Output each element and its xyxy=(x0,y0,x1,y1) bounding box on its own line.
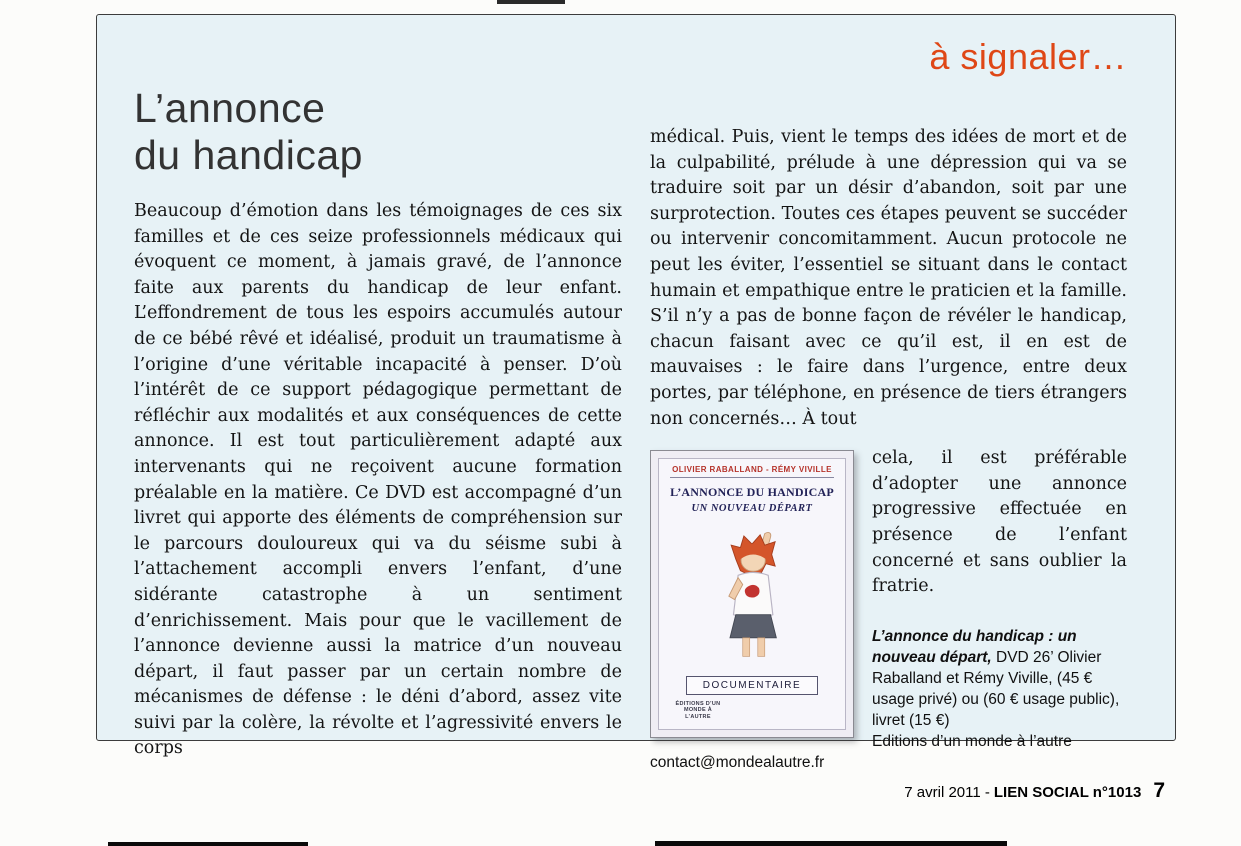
left-column-paragraph: Beaucoup d’émotion dans les témoignages de ces six familles et de ces seize professionnels médicaux qui évoquent ce moment, à jamais gravé, de l’annonce faite aux parents du handicap de leur enfant. L’effondrement de tous les espoirs accumulés autour de ce bébé rêvé et idéalisé, produit un traumatisme à l’origine d’une véritable incapacité à penser. D’où l’intérêt de ce support pédagogique permettant de réfléchir aux modalités et aux conséquences de cette annonce. Il est tout particulièrement adapté aux intervenants qui ne reçoivent aucune formation préalable en la matière. Ce DVD est accompagné d’un livret qui apporte des éléments de compréhension sur le parcours douloureux qui va du séisme subi à l’attachement accompli envers l’enfant, d’une sidérante catastrophe à un sentiment d’enrichissement. Mais pour que le vacillement de l’annonce devienne aussi la matrice d’un nouveau départ, il faut passer par un certain nombre de mécanismes de défense : le déni d’abord, assez vite suivi par la colère, la révolte et l’agressivité envers le corps xyxy=(134,201,622,759)
scan-edge-artifact-top xyxy=(497,0,565,4)
scan-edge-artifact-bottom-left xyxy=(108,842,308,846)
article-title-line-2: du handicap xyxy=(134,132,363,178)
right-column-paragraph-wrapped: cela, il est préférable d’adopter une annonce progressive effectuée en présence de l’enfant concerné et sans oublier la fratrie. xyxy=(871,448,1127,597)
footer-magazine-title: LIEN SOCIAL n°1013 xyxy=(993,784,1142,801)
dvd-cover xyxy=(650,450,854,738)
dvd-cover-authors: OLIVIER RABALLAND - RÉMY VIVILLE xyxy=(670,465,834,478)
caption-title: L’annonce du handicap : un nouveau départ, xyxy=(871,627,1077,666)
caption-details: DVD 26’ Olivier Raballand et Rémy Viville, (45 € usage privé) ou (60 € usage public), livret (15 €) xyxy=(871,648,1120,729)
article-content-box xyxy=(96,14,1176,771)
caption-publisher-line: Editions d’un monde à l’autre xyxy=(871,732,1072,750)
caption-email: contact@mondealautre.fr xyxy=(649,753,825,771)
article-title-line-1: L’annonce xyxy=(134,85,326,131)
right-column-paragraph-top: médical. Puis, vient le temps des idées de mort et de la culpabilité, prélude à une dépression qui va se traduire soit par un désir d’abandon, soit par une surprotection. Toutes ces étapes peuvent se succéder ou intervenir concomitamment. Aucun protocole ne peut les éviter, l’essentiel se situant dans le contact humain et empathique entre le praticien et la famille. S’il n’y a pas de bonne façon de révéler le handicap, chacun faisant avec ce qu’il est, il en est de mauvaises : le faire dans l’urgence, entre deux portes, par téléphone, en présence de tiers étrangers non concernés… À tout xyxy=(649,127,1127,429)
footer-date: 7 avril 2011 - xyxy=(904,784,990,801)
cover-and-caption-area xyxy=(650,446,1127,773)
article-columns xyxy=(134,85,1127,773)
article-title xyxy=(134,85,622,179)
dvd-cover-publisher-logo: ÉDITIONS D’UN MONDE À L’AUTRE xyxy=(675,700,721,721)
manga-girl-illustration xyxy=(693,529,811,661)
footer-page-number: 7 xyxy=(1153,779,1165,802)
page-footer xyxy=(904,779,1165,803)
right-column xyxy=(650,85,1127,773)
dvd-cover-genre-label: DOCUMENTAIRE xyxy=(686,676,818,695)
dvd-cover-subtitle: UN NOUVEAU DÉPART xyxy=(691,503,813,515)
dvd-cover-title: L’ANNONCE DU HANDICAP xyxy=(670,485,834,500)
scan-edge-artifact-bottom-right xyxy=(655,841,1007,846)
dvd-cover-illustration xyxy=(663,514,841,675)
left-column xyxy=(134,85,622,773)
dvd-cover-inner xyxy=(658,458,846,730)
a-signaler-label: à signaler… xyxy=(929,36,1127,77)
